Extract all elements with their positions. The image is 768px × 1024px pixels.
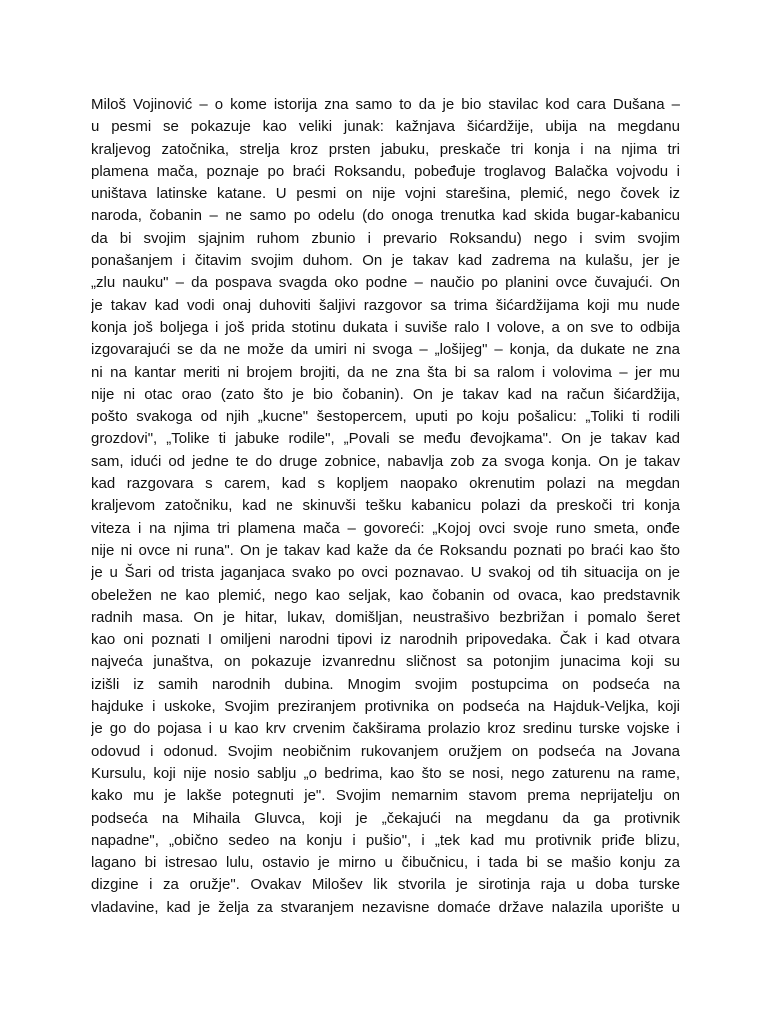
text-line: lagano bi istresao lulu, ostavio je mirno u čibučnicu, i tada bi se mašio konju za bbox=[91, 854, 680, 872]
text-line: napadne", „obično sedeo na konju i pušio", i „tek kad mu protivnik priđe blizu, bbox=[91, 831, 680, 849]
text-line: kako mu je lakše potegnuti je". Svojim nemarnim stavom prema neprijatelju on bbox=[91, 787, 680, 805]
text-line: najveća junaštva, on pokazuje izvanrednu sličnost sa potonjim junacima koji su bbox=[91, 653, 680, 671]
text-line: Kursulu, koji nije nosio sablju „o bedrima, kao što se nosi, nego zaturenu na rame, bbox=[91, 764, 680, 782]
text-line: odovud i odonud. Svojim neobičnim rukovanjem oružjem on podseća na Jovana bbox=[91, 742, 680, 760]
text-line: grozdovi", „Tolike ti jabuke rodile", „Povali se među đevojkama". On je takav kad bbox=[91, 430, 680, 448]
text-line: uništava latinske katane. U pesmi on nije vojni starešina, plemić, nego čovek iz bbox=[91, 185, 680, 203]
text-line: viteza i na njima tri plamena mača – govoreći: „Kojoj ovci svoje runo smeta, onđe bbox=[91, 519, 680, 537]
text-line: nije ni otac orao (zato što je bio čobanin). On je takav kad na račun šićardžija, bbox=[91, 385, 680, 403]
text-line: „zlu nauku" – da pospava svagda oko podne – naučio po planini ovce čuvajući. On bbox=[91, 274, 680, 292]
text-line: kad razgovara s carem, kad s kopljem naopako okrenutim polazi na megdan bbox=[91, 475, 680, 493]
text-line: je u Šari od trista jaganjaca svako po ovci poznavao. U svakoj od tih situacija on je bbox=[91, 564, 680, 582]
text-line: sam, idući od jedne te do druge zobnice, nabavlja zob za svoga konja. On je takav bbox=[91, 452, 680, 470]
text-line: da bi svojim sjajnim ruhom zbunio i prevario Roksandu) nego i svim svojim bbox=[91, 229, 680, 247]
text-line: plamena mača, poznaje po braći Roksandu, pobeđuje troglavog Balačka vojvodu i bbox=[91, 162, 680, 180]
text-line: ni na kantar meriti ni brojem brojiti, da ne zna šta bi sa ralom i volovima – jer mu bbox=[91, 363, 680, 381]
text-line: ponašanjem i čitavim svojim duhom. On je takav kad zadrema na kulašu, jer je bbox=[91, 252, 680, 270]
text-line: podseća na Mihaila Gluvca, koji je „čekajući na megdanu da ga protivnik bbox=[91, 809, 680, 827]
text-line: obeležen ne kao plemić, nego kao seljak, kao čobanin od ovaca, kao predstavnik bbox=[91, 586, 680, 604]
text-line: pošto svakoga od njih „kucne" šestopercem, uputi po koju pošalicu: „Toliki ti rodili bbox=[91, 408, 680, 426]
text-line: naroda, čobanin – ne samo po odelu (do onoga trenutka kad skida bugar-kabanicu bbox=[91, 207, 680, 225]
text-line: nije ni ovce ni runa". On je takav kad kaže da će Roksandu poznati po braći kao što bbox=[91, 541, 680, 559]
text-line: Miloš Vojinović – o kome istorija zna samo to da je bio stavilac kod cara Dušana – bbox=[91, 96, 680, 113]
text-line: radnih masa. On je hitar, lukav, domišljan, neustrašivo bezbrižan i pomalo šeret bbox=[91, 608, 680, 626]
text-line: je go do pojasa i u kao krv crvenim čakširama prolazio kroz sredinu turske vojske i bbox=[91, 720, 680, 738]
text-line: kao oni poznati I omiljeni narodni tipovi iz narodnih pripovedaka. Čak i kad otvara bbox=[91, 631, 680, 649]
text-line: u pesmi se pokazuje kao veliki junak: kažnjava šićardžije, ubija na megdanu bbox=[91, 118, 680, 136]
text-line: je takav kad vodi onaj duhoviti šaljivi razgovor sa trima šićardžijama koji mu nude bbox=[91, 296, 680, 314]
text-line: izišli iz samih narodnih dubina. Mnogim svojim postupcima on podseća na bbox=[91, 675, 680, 693]
text-line: hajduke i uskoke, Svojim preziranjem protivnika on podseća na Hajduk-Veljka, koji bbox=[91, 698, 680, 716]
text-line: izgovarajući se da ne može da umiri ni svoga – „lošijeg" – konja, da dukate ne zna bbox=[91, 341, 680, 359]
text-line: dizgine i za oružje". Ovakav Milošev lik stvorila je sirotinja raja u doba turske bbox=[91, 876, 680, 894]
text-line: vladavine, kad je želja za stvaranjem nezavisne domaće države nalazila uporište u bbox=[91, 898, 680, 916]
text-line: kraljevog zatočnika, strelja kroz prsten jabuku, preskače tri konja i na njima tri bbox=[91, 140, 680, 158]
body-text bbox=[91, 94, 680, 919]
text-line: kraljevom zatočniku, kad ne skinuvši tešku kabanicu polazi da preskoči tri konja bbox=[91, 497, 680, 515]
text-line: konja još boljega i još prida stotinu dukata i suviše ralo I volove, a on sve to odbija bbox=[91, 318, 680, 336]
